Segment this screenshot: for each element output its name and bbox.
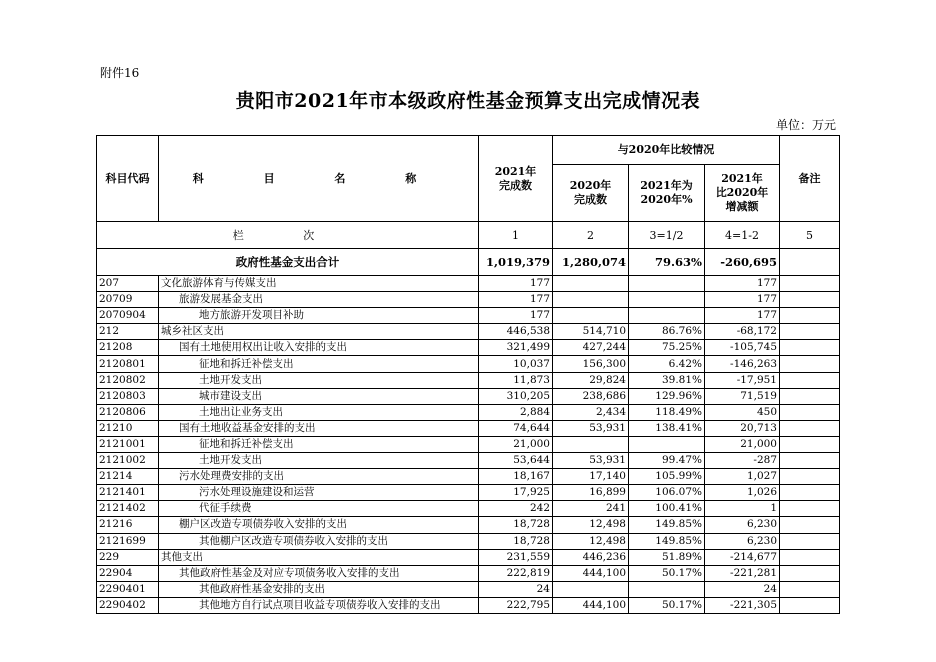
row-remark (780, 292, 840, 308)
total-ratio: 79.63% (629, 249, 705, 276)
row-2020-value (553, 581, 629, 597)
row-2020-value: 241 (553, 501, 629, 517)
row-code: 212 (97, 324, 159, 340)
table-row (97, 356, 840, 372)
row-ratio: 149.85% (629, 533, 705, 549)
row-change: -221,281 (705, 565, 780, 581)
row-ratio: 50.17% (629, 565, 705, 581)
row-code: 2121402 (97, 501, 159, 517)
row-change: 1,026 (705, 485, 780, 501)
row-2020-value: 29,824 (553, 372, 629, 388)
row-change: -221,305 (705, 597, 780, 613)
row-2020-value: 446,236 (553, 549, 629, 565)
row-2020-value (553, 292, 629, 308)
table-row (97, 292, 840, 308)
row-change: -287 (705, 453, 780, 469)
row-name: 棚户区改造专项债券收入安排的支出 (159, 517, 479, 533)
row-code: 2120803 (97, 388, 159, 404)
row-change: 6,230 (705, 533, 780, 549)
row-ratio: 51.89% (629, 549, 705, 565)
header-2021-line2: 完成数 (499, 178, 532, 192)
row-2021-value: 321,499 (479, 340, 553, 356)
total-change: -260,695 (705, 249, 780, 276)
row-change: -214,677 (705, 549, 780, 565)
row-change: 450 (705, 404, 780, 420)
row-ratio: 129.96% (629, 388, 705, 404)
data-rows (97, 276, 840, 614)
row-code: 22904 (97, 565, 159, 581)
row-remark (780, 533, 840, 549)
row-2021-value: 177 (479, 276, 553, 292)
row-remark (780, 597, 840, 613)
header-name: 科 目 名 称 (159, 136, 479, 222)
row-remark (780, 436, 840, 452)
row-remark (780, 565, 840, 581)
column-index-row (97, 222, 840, 249)
row-2020-value: 444,100 (553, 597, 629, 613)
row-remark (780, 485, 840, 501)
header-remark: 备注 (780, 136, 840, 222)
row-2021-value: 242 (479, 501, 553, 517)
row-name: 污水处理费安排的支出 (159, 469, 479, 485)
header-change-line3: 增减额 (725, 200, 759, 213)
row-ratio: 6.42% (629, 356, 705, 372)
row-ratio (629, 276, 705, 292)
row-remark (780, 356, 840, 372)
row-ratio: 118.49% (629, 404, 705, 420)
row-name: 土地出让业务支出 (159, 404, 479, 420)
row-change: 6,230 (705, 517, 780, 533)
row-2020-value: 444,100 (553, 565, 629, 581)
header-code: 科目代码 (97, 136, 159, 222)
row-2020-value (553, 276, 629, 292)
row-ratio: 100.41% (629, 501, 705, 517)
row-ratio (629, 308, 705, 324)
total-remark (780, 249, 840, 276)
row-change: 177 (705, 276, 780, 292)
row-ratio: 75.25% (629, 340, 705, 356)
table-row (97, 276, 840, 292)
row-name: 地方旅游开发项目补助 (159, 308, 479, 324)
row-code: 20709 (97, 292, 159, 308)
row-2021-value: 231,559 (479, 549, 553, 565)
row-ratio: 39.81% (629, 372, 705, 388)
table-row (97, 324, 840, 340)
row-remark (780, 501, 840, 517)
row-code: 21208 (97, 340, 159, 356)
row-2020-value: 2,434 (553, 404, 629, 420)
row-2021-value: 74,644 (479, 420, 553, 436)
row-2021-value: 2,884 (479, 404, 553, 420)
lanci-c2: 2 (553, 222, 629, 249)
table-row (97, 501, 840, 517)
header-2020-completed (553, 165, 629, 222)
row-2021-value: 310,205 (479, 388, 553, 404)
row-2020-value: 16,899 (553, 485, 629, 501)
row-name: 国有土地收益基金安排的支出 (159, 420, 479, 436)
row-2020-value (553, 308, 629, 324)
row-2021-value: 222,819 (479, 565, 553, 581)
header-ratio-line2: 2020年% (640, 193, 693, 206)
row-code: 2121699 (97, 533, 159, 549)
row-code: 2121401 (97, 485, 159, 501)
row-change: 177 (705, 292, 780, 308)
table-row (97, 420, 840, 436)
row-change: -105,745 (705, 340, 780, 356)
row-ratio: 50.17% (629, 597, 705, 613)
table-row (97, 581, 840, 597)
row-2021-value: 53,644 (479, 453, 553, 469)
row-change: 1,027 (705, 469, 780, 485)
row-code: 207 (97, 276, 159, 292)
row-2021-value: 177 (479, 292, 553, 308)
row-name: 城市建设支出 (159, 388, 479, 404)
row-remark (780, 340, 840, 356)
row-name: 污水处理设施建设和运营 (159, 485, 479, 501)
row-code: 2290402 (97, 597, 159, 613)
header-compare-group: 与2020年比较情况 (553, 136, 780, 165)
row-name: 城乡社区支出 (159, 324, 479, 340)
lanci-c4: 4=1-2 (705, 222, 780, 249)
row-change: -17,951 (705, 372, 780, 388)
row-2020-value: 12,498 (553, 533, 629, 549)
row-2020-value: 53,931 (553, 453, 629, 469)
lanci-c1: 1 (479, 222, 553, 249)
row-2021-value: 222,795 (479, 597, 553, 613)
row-name: 其他政府性基金安排的支出 (159, 581, 479, 597)
row-change: -68,172 (705, 324, 780, 340)
row-name: 旅游发展基金支出 (159, 292, 479, 308)
row-remark (780, 308, 840, 324)
row-remark (780, 420, 840, 436)
row-remark (780, 404, 840, 420)
row-name: 文化旅游体育与传媒支出 (159, 276, 479, 292)
row-2021-value: 18,167 (479, 469, 553, 485)
header-change-line1: 2021年 (721, 172, 763, 185)
lanci-c3: 3=1/2 (629, 222, 705, 249)
row-code: 21210 (97, 420, 159, 436)
row-change: 21,000 (705, 436, 780, 452)
table-row (97, 388, 840, 404)
header-change (705, 165, 780, 222)
header-ratio (629, 165, 705, 222)
row-2020-value (553, 436, 629, 452)
header-2021-completed (479, 136, 553, 222)
row-2020-value: 17,140 (553, 469, 629, 485)
row-remark (780, 388, 840, 404)
row-name: 其他地方自行试点项目收益专项债券收入安排的支出 (159, 597, 479, 613)
row-code: 21214 (97, 469, 159, 485)
table-row (97, 597, 840, 613)
row-remark (780, 581, 840, 597)
row-ratio: 105.99% (629, 469, 705, 485)
row-ratio: 106.07% (629, 485, 705, 501)
total-2021: 1,019,379 (479, 249, 553, 276)
row-2020-value: 53,931 (553, 420, 629, 436)
row-name: 代征手续费 (159, 501, 479, 517)
header-ratio-line1: 2021年为 (640, 179, 693, 192)
row-2021-value: 21,000 (479, 436, 553, 452)
lanci-c5: 5 (780, 222, 840, 249)
row-2021-value: 446,538 (479, 324, 553, 340)
total-2020: 1,280,074 (553, 249, 629, 276)
row-2021-value: 24 (479, 581, 553, 597)
row-change: -146,263 (705, 356, 780, 372)
row-code: 2121001 (97, 436, 159, 452)
table-row (97, 517, 840, 533)
row-name: 土地开发支出 (159, 453, 479, 469)
header-2020-line1: 2020年 (569, 179, 612, 192)
row-ratio (629, 581, 705, 597)
page-title: 贵阳市2021年市本级政府性基金预算支出完成情况表 (235, 90, 701, 112)
expenditure-table (96, 135, 840, 614)
total-label: 政府性基金支出合计 (97, 249, 479, 276)
row-code: 2120801 (97, 356, 159, 372)
row-name: 土地开发支出 (159, 372, 479, 388)
row-code: 2070904 (97, 308, 159, 324)
row-2021-value: 11,873 (479, 372, 553, 388)
row-2021-value: 17,925 (479, 485, 553, 501)
row-name: 征地和拆迁补偿支出 (159, 356, 479, 372)
row-remark (780, 453, 840, 469)
row-2020-value: 238,686 (553, 388, 629, 404)
row-name: 征地和拆迁补偿支出 (159, 436, 479, 452)
row-change: 20,713 (705, 420, 780, 436)
row-ratio (629, 436, 705, 452)
row-2021-value: 18,728 (479, 517, 553, 533)
table-row (97, 340, 840, 356)
row-code: 21216 (97, 517, 159, 533)
row-2020-value: 514,710 (553, 324, 629, 340)
table-row (97, 372, 840, 388)
row-change: 24 (705, 581, 780, 597)
row-remark (780, 549, 840, 565)
row-name: 其他棚户区改造专项债券收入安排的支出 (159, 533, 479, 549)
row-name: 其他支出 (159, 549, 479, 565)
table-row (97, 308, 840, 324)
unit-label: 单位：万元 (775, 118, 836, 132)
row-remark (780, 324, 840, 340)
attachment-label: 附件16 (100, 66, 140, 80)
row-code: 229 (97, 549, 159, 565)
row-2021-value: 18,728 (479, 533, 553, 549)
table-row (97, 565, 840, 581)
row-2020-value: 427,244 (553, 340, 629, 356)
table-row (97, 485, 840, 501)
header-change-line2: 比2020年 (715, 186, 769, 199)
row-code: 2120806 (97, 404, 159, 420)
row-2020-value: 156,300 (553, 356, 629, 372)
row-2020-value: 12,498 (553, 517, 629, 533)
row-code: 2121002 (97, 453, 159, 469)
row-remark (780, 469, 840, 485)
row-remark (780, 372, 840, 388)
row-remark (780, 276, 840, 292)
row-code: 2120802 (97, 372, 159, 388)
row-remark (780, 517, 840, 533)
row-ratio (629, 292, 705, 308)
table-row (97, 453, 840, 469)
row-ratio: 99.47% (629, 453, 705, 469)
table-row (97, 549, 840, 565)
row-ratio: 86.76% (629, 324, 705, 340)
table-row (97, 404, 840, 420)
lanci-label: 栏 次 (97, 222, 479, 249)
row-code: 2290401 (97, 581, 159, 597)
row-change: 1 (705, 501, 780, 517)
total-row (97, 249, 840, 276)
row-change: 71,519 (705, 388, 780, 404)
row-2021-value: 10,037 (479, 356, 553, 372)
table-row (97, 533, 840, 549)
row-ratio: 138.41% (629, 420, 705, 436)
table-row (97, 469, 840, 485)
table-row (97, 436, 840, 452)
header-2021-line1: 2021年 (494, 164, 537, 178)
row-change: 177 (705, 308, 780, 324)
row-ratio: 149.85% (629, 517, 705, 533)
row-name: 其他政府性基金及对应专项债务收入安排的支出 (159, 565, 479, 581)
header-2020-line2: 完成数 (574, 193, 607, 206)
row-2021-value: 177 (479, 308, 553, 324)
row-name: 国有土地使用权出让收入安排的支出 (159, 340, 479, 356)
